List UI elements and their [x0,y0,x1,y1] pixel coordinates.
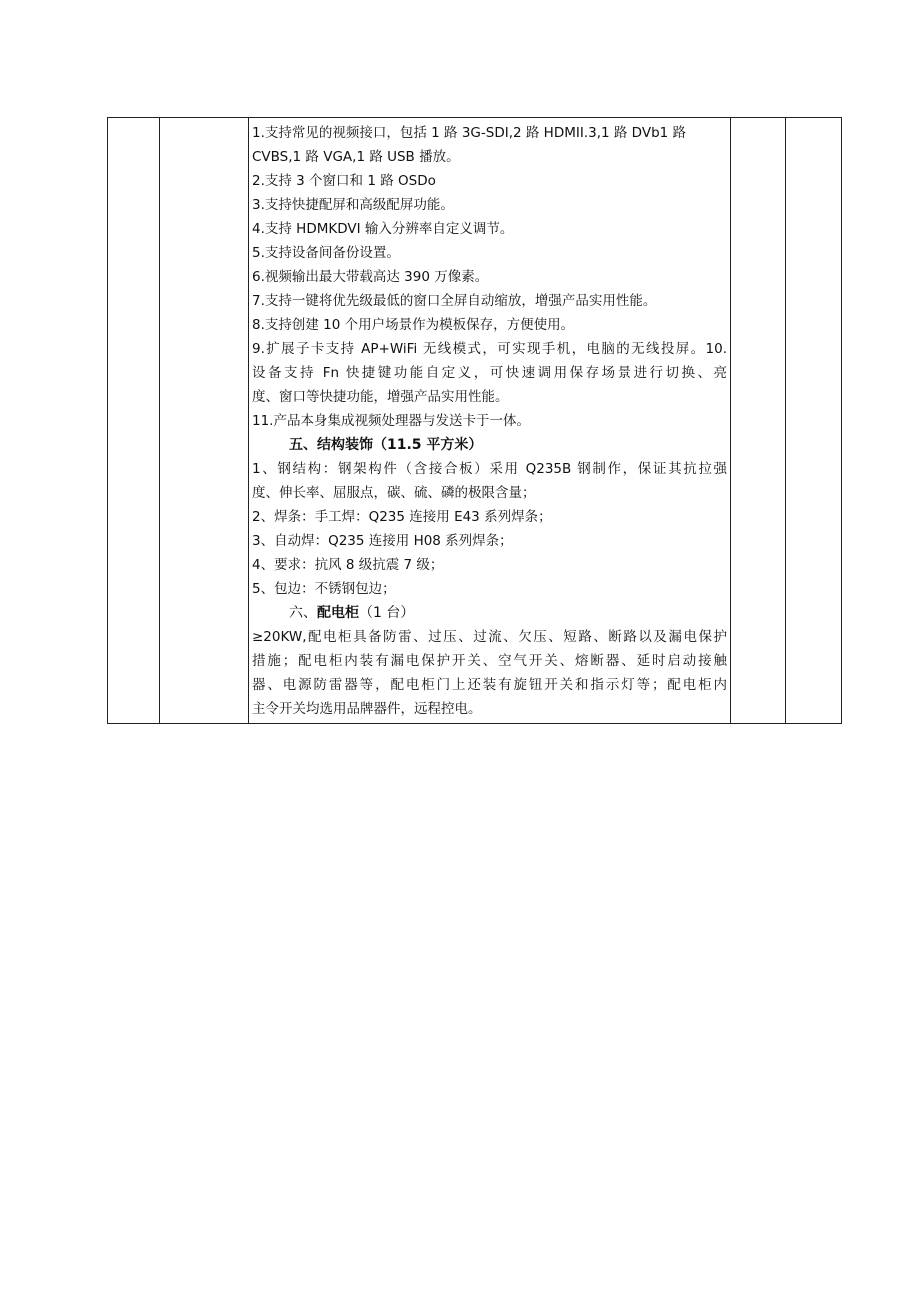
cabinet-line: 措施；配电柜内装有漏电保护开关、空气开关、熔断器、延时启动接触 [252,653,727,669]
cell-quantity [731,118,786,724]
feature-line: 3.支持快捷配屏和高级配屏功能。 [252,197,454,213]
heading-suffix: （1 台） [359,605,415,621]
cabinet-line: ≥20KW,配电柜具备防雷、过压、过流、欠压、短路、断路以及漏电保护 [252,629,727,645]
feature-line: 1.支持常见的视频接口，包括 1 路 3G-SDI,2 路 HDMII.3,1 路 DVb1 路 [252,125,687,141]
cell-specification [249,118,731,724]
cell-remark [786,118,842,724]
structure-line: 4、要求：抗风 8 级抗震 7 级； [252,557,444,573]
structure-line: 1、钢结构：钢架构件（含接合板）采用 Q235B 钢制作，保证其抗拉强 [252,461,727,477]
feature-line: 4.支持 HDMKDVI 输入分辨率自定义调节。 [252,221,514,237]
heading-prefix: 六、 [289,605,317,621]
feature-line: 8.支持创建 10 个用户场景作为模板保存，方便使用。 [252,317,575,333]
structure-line: 3、自动焊：Q235 连接用 H08 系列焊条； [252,533,513,549]
cabinet-line: 主令开关均选用品牌器件，远程控电。 [252,701,482,717]
cell-item [160,118,249,724]
spec-table [107,117,842,724]
structure-line: 5、包边：不锈钢包边； [252,581,396,597]
structure-line: 2、焊条：手工焊：Q235 连接用 E43 系列焊条； [252,509,552,525]
structure-line: 度、伸长率、屈服点，碳、硫、磷的极限含量； [252,485,536,501]
heading-title: 配电柜 [317,605,359,621]
feature-line: CVBS,1 路 VGA,1 路 USB 播放。 [252,149,460,165]
feature-line: 2.支持 3 个窗口和 1 路 OSDo [252,173,436,189]
feature-line: 6.视频输出最大带载高达 390 万像素。 [252,269,489,285]
cabinet-line: 器、电源防雷器等，配电柜门上还装有旋钮开关和指示灯等；配电柜内 [252,677,727,693]
feature-line: 9.扩展子卡支持 AP+WiFi 无线模式，可实现手机，电脑的无线投屏。10. [252,341,727,357]
cell-index [108,118,160,724]
section-heading-structure: 五、结构装饰（11.5 平方米） [289,437,483,453]
feature-line: 5.支持设备间备份设置。 [252,245,400,261]
section-heading-distribution-cabinet [252,601,727,625]
feature-line: 11.产品本身集成视频处理器与发送卡于一体。 [252,413,530,429]
feature-line: 7.支持一键将优先级最低的窗口全屏自动缩放，增强产品实用性能。 [252,293,657,309]
feature-line: 设备支持 Fn 快捷键功能自定义，可快速调用保存场景进行切换、亮 [252,365,727,381]
table-row [108,118,842,724]
feature-line: 度、窗口等快捷功能，增强产品实用性能。 [252,389,509,405]
